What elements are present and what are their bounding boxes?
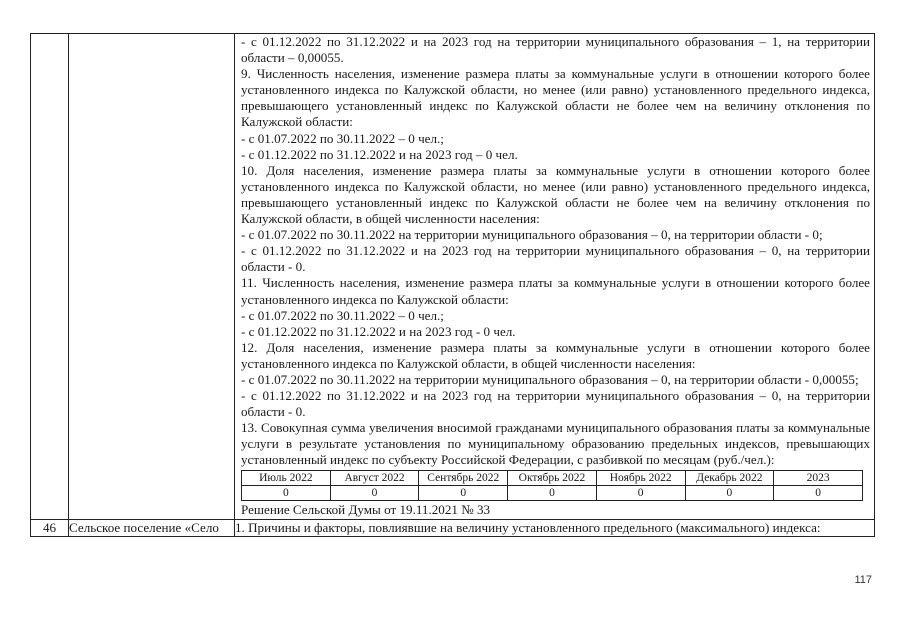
month-value: 0 bbox=[596, 485, 685, 500]
month-header: Июль 2022 bbox=[242, 470, 331, 485]
row-text: 1. Причины и факторы, повлиявшие на величину установленного предельного (максимального) индекса: bbox=[235, 519, 875, 536]
month-header: Сентябрь 2022 bbox=[419, 470, 508, 485]
paragraph: 9. Численность населения, изменение размера платы за коммунальные услуги в отношении которого более установленного индекса по Калужской области, но менее (или равно) установленного предельного индекса, превышающего установленный индекс по Калужской области не более чем на величину отклонения по Калужской области: bbox=[241, 66, 870, 130]
month-header: Август 2022 bbox=[330, 470, 419, 485]
details-cell bbox=[235, 34, 875, 520]
paragraph: - с 01.07.2022 по 30.11.2022 на территории муниципального образования – 0, на территории области - 0; bbox=[241, 227, 823, 243]
paragraph: - с 01.12.2022 по 31.12.2022 и на 2023 год на территории муниципального образования – 0, на территории области - 0. bbox=[241, 388, 870, 420]
month-value: 0 bbox=[330, 485, 419, 500]
row-number-cell bbox=[31, 34, 69, 520]
paragraph: 10. Доля населения, изменение размера платы за коммунальные услуги в отношении которого более установленного индекса по Калужской области, но менее (или равно) установленного предельного индекса, превышающего установленный индекс по Калужской области не более чем на величину отклонения по Калужской области, в общей численности населения: bbox=[241, 162, 870, 227]
paragraph: 11. Численность населения, изменение размера платы за коммунальные услуги в отношении которого более установленного индекса по Калужской области: bbox=[241, 275, 870, 307]
month-value: 0 bbox=[419, 485, 508, 500]
row-number: 46 bbox=[31, 519, 69, 536]
page-number: 117 bbox=[854, 574, 872, 586]
month-header: 2023 bbox=[774, 470, 863, 485]
paragraph: - с 01.07.2022 по 30.11.2022 – 0 чел.; bbox=[241, 130, 444, 146]
month-value: 0 bbox=[508, 485, 597, 500]
decision-reference: Решение Сельской Думы от 19.11.2021 № 33 bbox=[241, 501, 491, 517]
paragraph: - с 01.12.2022 по 31.12.2022 и на 2023 год - 0 чел. bbox=[241, 323, 516, 339]
month-value: 0 bbox=[774, 485, 863, 500]
month-value: 0 bbox=[242, 485, 331, 500]
paragraph: - с 01.12.2022 по 31.12.2022 и на 2023 год – 0 чел. bbox=[241, 146, 518, 162]
paragraph: 13. Совокупная сумма увеличения вносимой гражданами муниципального образования платы за коммунальные услуги в результате установления по муниципальному образованию предельных индексов, превышающих установленный индекс по субъекту Российской Федерации, с разбивкой по месяцам (руб./чел.): bbox=[241, 420, 870, 468]
paragraph: 12. Доля населения, изменение размера платы за коммунальные услуги в отношении которого более установленного индекса по Калужской области, в общей численности населения: bbox=[241, 339, 870, 371]
paragraph: - с 01.07.2022 по 30.11.2022 – 0 чел.; bbox=[241, 307, 444, 323]
month-header: Октябрь 2022 bbox=[508, 470, 597, 485]
table-row bbox=[31, 519, 875, 536]
paragraph: - с 01.12.2022 по 31.12.2022 и на 2023 год на территории муниципального образования – 0, на территории области - 0. bbox=[241, 243, 870, 275]
monthly-increase-table bbox=[241, 470, 863, 501]
municipal-index-table bbox=[30, 33, 875, 537]
municipality-name-cell bbox=[69, 34, 235, 520]
details-text bbox=[235, 34, 874, 519]
paragraph: - с 01.07.2022 по 30.11.2022 на территории муниципального образования – 0, на территории области - 0,00055; bbox=[241, 371, 859, 387]
month-header: Декабрь 2022 bbox=[685, 470, 774, 485]
months-header-row bbox=[242, 470, 863, 485]
month-value: 0 bbox=[685, 485, 774, 500]
months-value-row bbox=[242, 485, 863, 500]
municipality-name: Сельское поселение «Село bbox=[69, 519, 235, 536]
paragraph: - с 01.12.2022 по 31.12.2022 и на 2023 год на территории муниципального образования – 1, на территории области – 0,00055. bbox=[241, 34, 870, 66]
table-row bbox=[31, 34, 875, 520]
month-header: Ноябрь 2022 bbox=[596, 470, 685, 485]
